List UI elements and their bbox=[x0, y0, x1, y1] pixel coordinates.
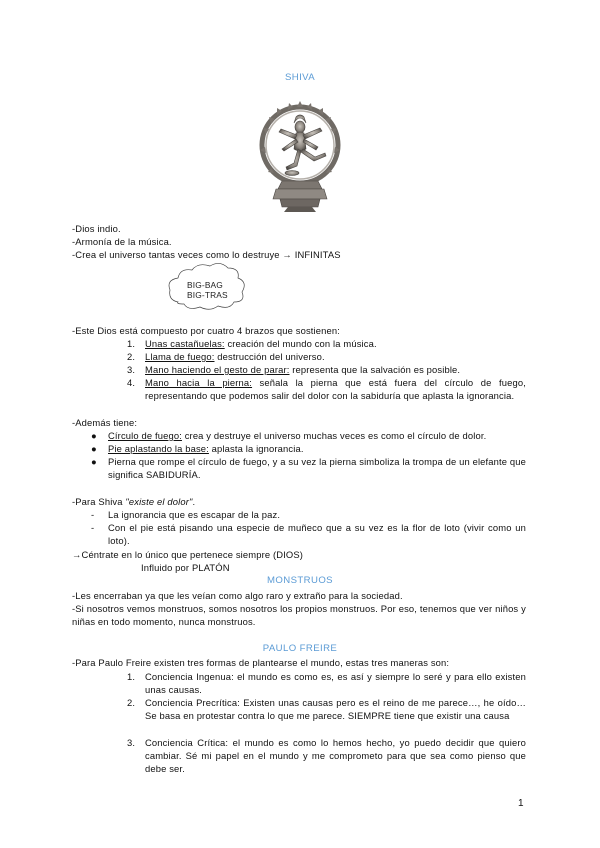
list-item: 3. Mano haciendo el gesto de parar: representa que la salvación es posible. bbox=[127, 364, 461, 375]
thought-cloud bbox=[164, 262, 248, 316]
cloud-line-2: BIG-TRAS bbox=[187, 290, 228, 300]
list-item: 2. Llama de fuego: destrucción del universo. bbox=[127, 351, 325, 362]
list-item: - Con el pie está pisando una especie de muñeco que a su vez es la flor de loto (vivir como un loto). bbox=[91, 522, 526, 546]
section-title-freire: PAULO FREIRE bbox=[262, 643, 338, 654]
paragraph: -Si nosotros vemos monstruos, somos nosotros los propios monstruos. Por eso, tenemos que ver niños y niñas en todo momento, nunca monstruos. bbox=[72, 603, 526, 627]
section-title-shiva: SHIVA bbox=[284, 72, 316, 83]
intro-line: -Crea el universo tantas veces como lo destruye → INFINITAS bbox=[72, 249, 341, 260]
arms-intro: -Este Dios está compuesto por cuatro 4 brazos que sostienen: bbox=[72, 325, 340, 336]
intro-line: -Armonía de la música. bbox=[72, 236, 172, 247]
list-item: ● Círculo de fuego: crea y destruye el universo muchas veces es como el círculo de dolor. bbox=[91, 430, 487, 441]
list-item: 3. Conciencia Crítica: el mundo es como lo hemos hecho, yo puedo decidir que quiero cambiar. Sé mi papel en el mundo y me comprometo para que sea como pienso que debe ser. bbox=[127, 737, 526, 774]
list-item: 4. Mano hacia la pierna: señala la pierna que está fuera del círculo de fuego, representando que podemos salir del dolor con la sabiduría que aplasta la ignorancia. bbox=[127, 377, 526, 401]
intro-line: -Dios indio. bbox=[72, 223, 121, 234]
list-item: 2. Conciencia Precrítica: Existen unas causas pero es el reino de me parece…, he oído… Se basa en protestar contra lo que me parece. SIEMPRE tiene que existir una causa bbox=[127, 697, 526, 721]
list-item: ● Pie aplastando la base: aplasta la ignorancia. bbox=[91, 443, 304, 454]
page-number: 1 bbox=[518, 798, 524, 809]
influence-line: Influido por PLATÓN bbox=[141, 562, 230, 573]
list-item: 1. Conciencia Ingenua: el mundo es como es, es así y siempre lo seré y para ello existen unas causas. bbox=[127, 671, 526, 695]
section-title-monstruos: MONSTRUOS bbox=[267, 575, 333, 586]
shiva-nataraja-statue-icon bbox=[254, 95, 346, 213]
paragraph: -Les encerraban ya que les veían como algo raro y extraño para la sociedad. bbox=[72, 590, 403, 601]
also-intro: -Además tiene: bbox=[72, 417, 138, 428]
list-item: 1. Unas castañuelas: creación del mundo con la música. bbox=[127, 338, 377, 349]
cloud-line-1: BIG-BAG bbox=[187, 280, 223, 290]
list-item: ● Pierna que rompe el círculo de fuego, y a su vez la pierna simboliza la trompa de un elefante que significa SABIDURÍA. bbox=[91, 456, 526, 480]
list-item: - La ignorancia que es escapar de la paz. bbox=[91, 509, 281, 520]
pain-intro: -Para Shiva "existe el dolor". bbox=[72, 496, 196, 507]
freire-intro: -Para Paulo Freire existen tres formas de plantearse el mundo, estas tres maneras son: bbox=[72, 657, 450, 668]
focus-line: →Céntrate en lo único que pertenece siempre (DIOS) bbox=[72, 549, 304, 560]
